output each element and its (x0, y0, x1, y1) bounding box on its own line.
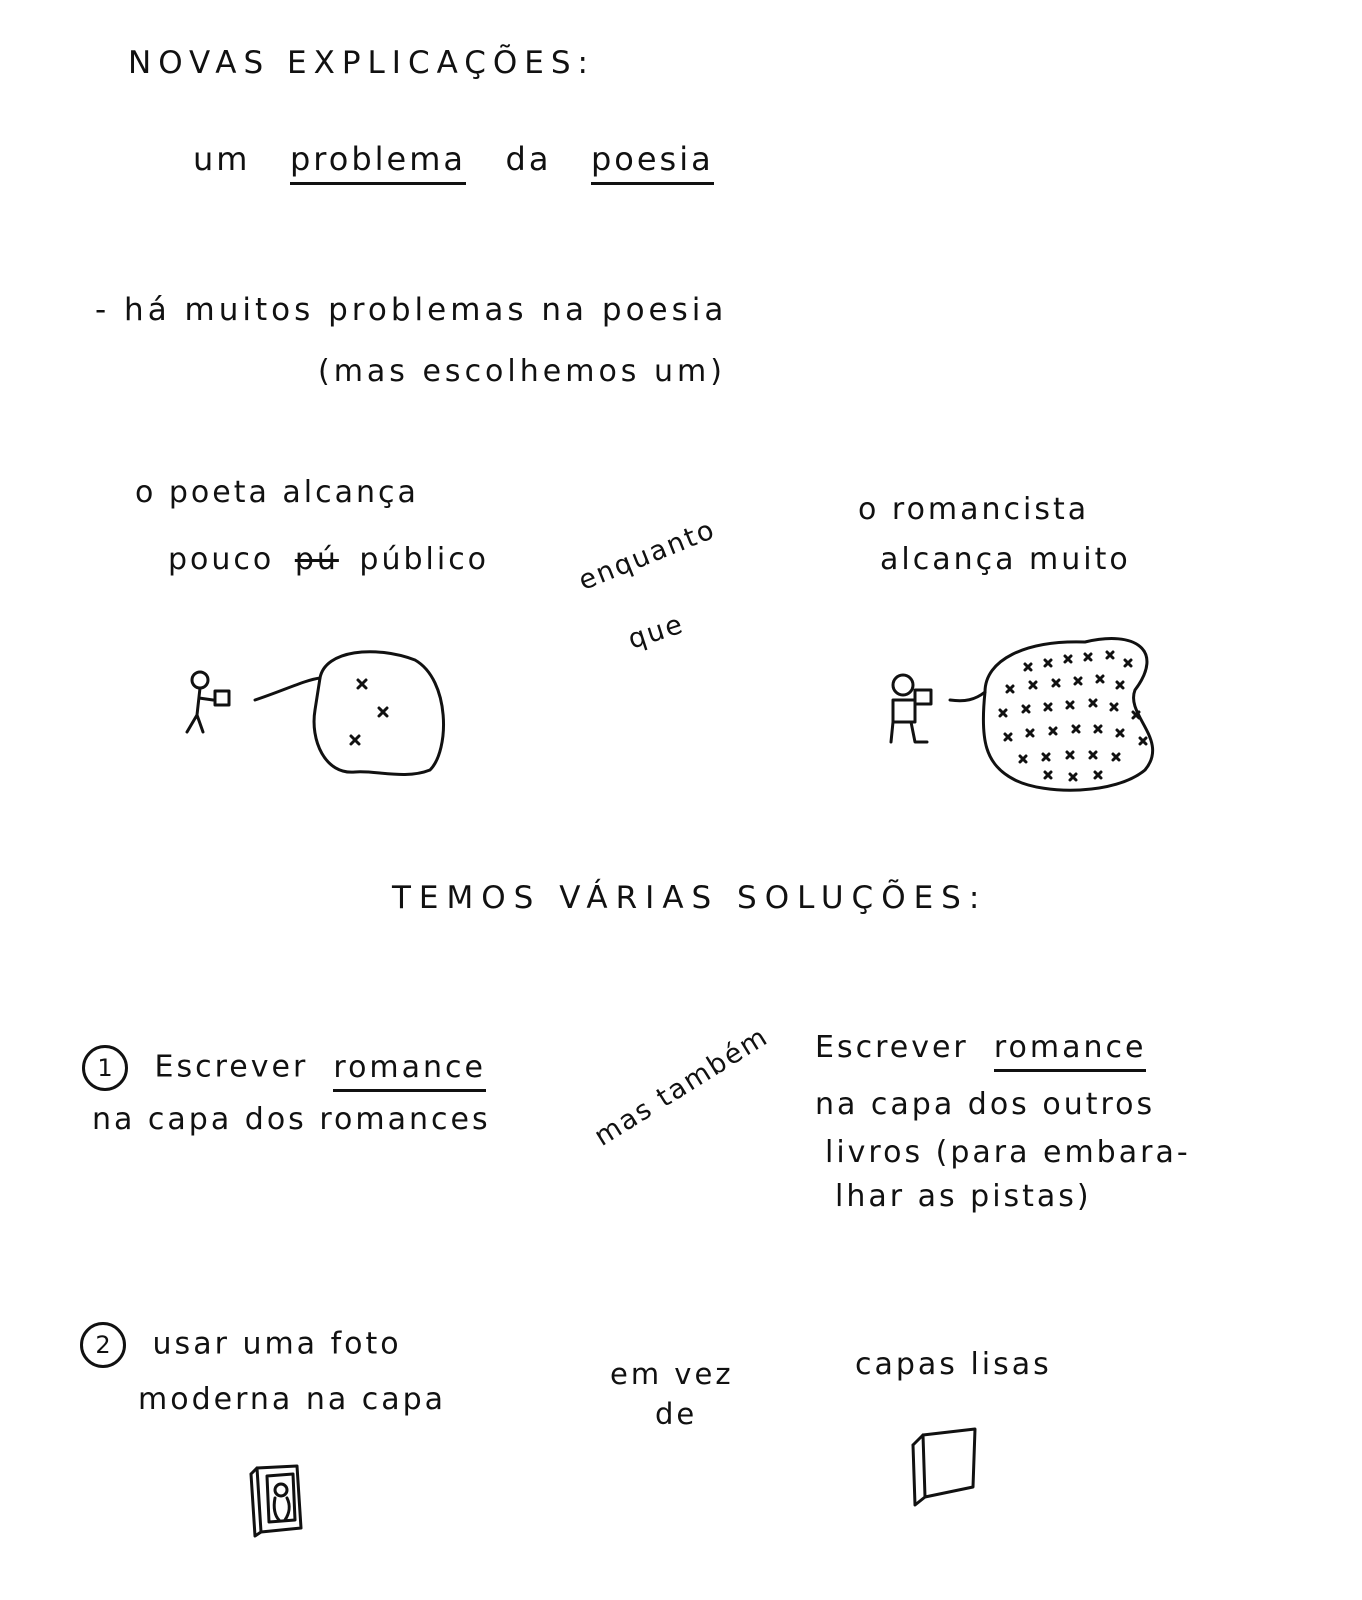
subtitle (193, 140, 714, 178)
poet-crossed-out: pú (294, 542, 339, 577)
solution-1-right-romance: romance (994, 1030, 1147, 1072)
point-line-1: - há muitos problemas na poesia (95, 292, 728, 328)
novelist-book-icon (915, 690, 931, 704)
solution-2-number: 2 (80, 1322, 126, 1368)
solution-1-right-line-3: livros (para embara- (825, 1135, 1191, 1170)
solution-2-line-1 (80, 1322, 402, 1368)
point-line-2: (mas escolhemos um) (318, 354, 726, 389)
poet-line-1: o poeta alcança (135, 475, 419, 510)
connector-em-vez: em vez (610, 1357, 734, 1391)
subtitle-problema: problema (290, 140, 466, 185)
solution-1-line-1 (82, 1045, 486, 1091)
connector-enquanto: enquanto (574, 513, 721, 597)
poet-book-icon (215, 691, 229, 705)
connector-mas-tambem: mas também (588, 1020, 775, 1153)
page-title: NOVAS EXPLICAÇÕES: (128, 45, 595, 81)
connector-que: que (624, 608, 689, 656)
solution-1-right-line-1 (815, 1030, 1147, 1065)
novelist-line-1: o romancista (858, 492, 1090, 527)
solution-2-line-2: moderna na capa (138, 1382, 447, 1417)
novelist-audience-marks (1000, 652, 1146, 780)
poet-figure-body (187, 688, 213, 732)
subtitle-poesia: poesia (591, 140, 714, 185)
subtitle-pre: um (193, 140, 251, 178)
poet-audience-marks (351, 680, 387, 744)
plain-cover-icon (905, 1425, 985, 1510)
poet-publico: público (359, 542, 490, 577)
poet-line-2 (168, 542, 490, 577)
solution-1-right-line-4: lhar as pistas) (835, 1179, 1092, 1214)
solution-1-line-2: na capa dos romances (92, 1102, 491, 1137)
solutions-heading: TEMOS VÁRIAS SOLUÇÕES: (392, 880, 988, 916)
photo-cover-icon (245, 1462, 315, 1540)
connector-de: de (655, 1397, 698, 1431)
poet-figure-head (192, 672, 208, 688)
novelist-figure-head (893, 675, 913, 695)
novelist-line-2: alcança muito (880, 542, 1131, 577)
solution-1-right-escrever: Escrever (815, 1030, 969, 1065)
poet-audience-bubble (314, 652, 443, 775)
solution-1-escrever: Escrever (154, 1049, 309, 1085)
poet-pouco: pouco (168, 542, 275, 577)
solution-2-right: capas lisas (855, 1347, 1052, 1382)
novelist-audience-drawing (885, 630, 1170, 800)
solution-1-number: 1 (82, 1045, 128, 1091)
novelist-figure-body (891, 700, 927, 742)
solution-2-text-1: usar uma foto (152, 1326, 402, 1362)
poet-speech-tail (255, 678, 320, 700)
subtitle-mid: da (505, 140, 552, 178)
novelist-speech-tail (950, 692, 985, 701)
poet-audience-drawing (175, 640, 460, 785)
solution-1-right-line-2: na capa dos outros (815, 1087, 1156, 1122)
solution-1-romance: romance (333, 1050, 486, 1092)
